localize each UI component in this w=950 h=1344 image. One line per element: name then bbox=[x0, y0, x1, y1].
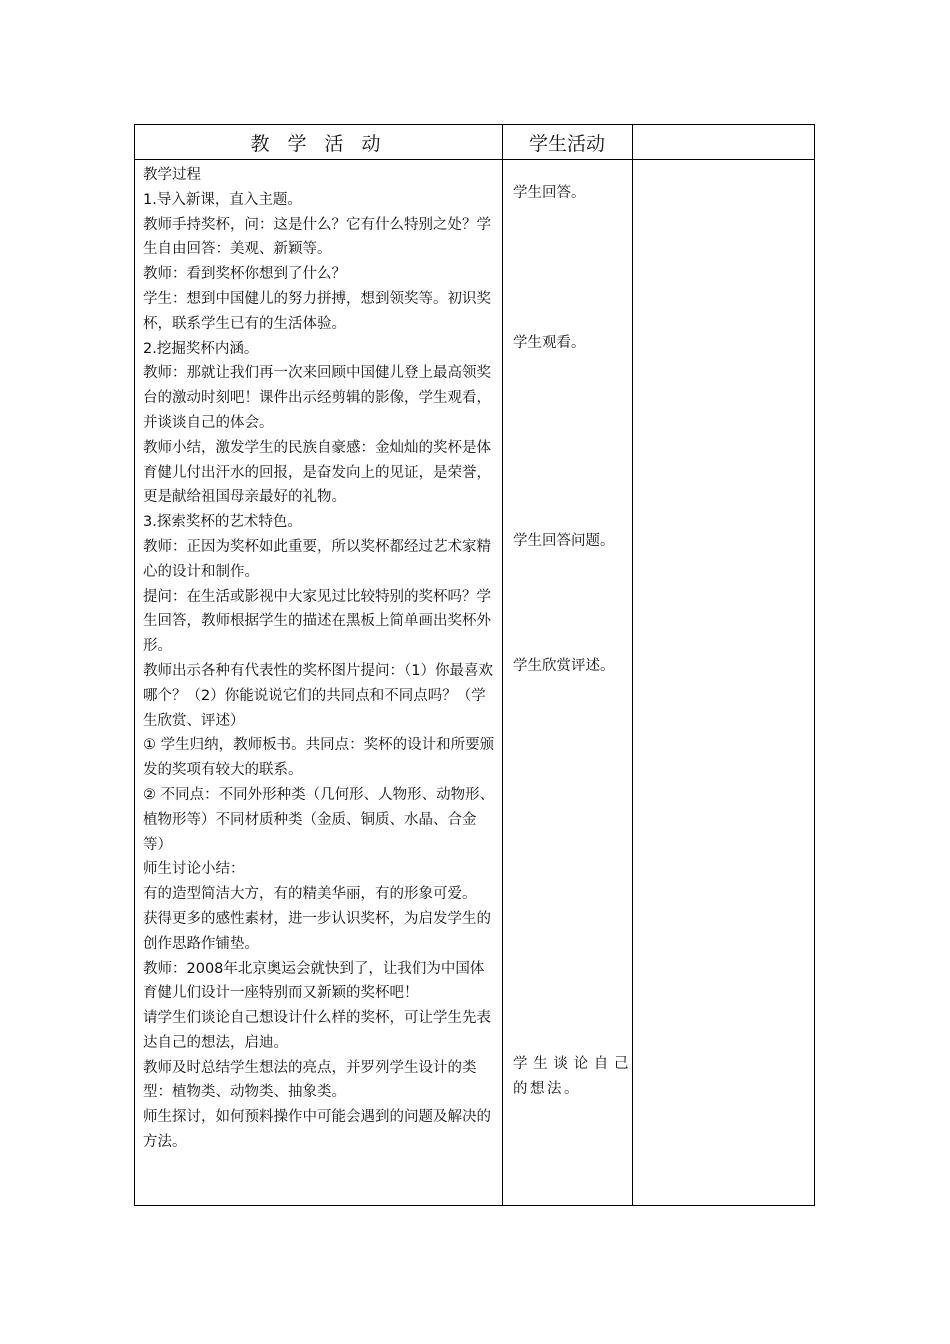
teacher-line: ① 学生归纳，教师板书。共同点：奖杯的设计和所要颁发的奖项有较大的联系。 bbox=[143, 737, 495, 779]
teacher-line: 教师：2008年北京奥运会就快到了，让我们为中国体育健儿们设计一座特别而又新颖的奖杯吧！ bbox=[143, 960, 485, 1002]
header-student-activity: 学生活动 bbox=[528, 132, 605, 155]
student-note: 学生欣赏评述。 bbox=[513, 658, 615, 674]
student-note: 学生谈论自己的想法。 bbox=[513, 1056, 631, 1097]
teacher-line: 教师小结，激发学生的民族自豪感：金灿灿的奖杯是体育健儿付出汗水的回报，是奋发向上的见证，是荣誉，更是献给祖国母亲最好的礼物。 bbox=[143, 439, 491, 506]
teacher-line: 获得更多的感性素材，进一步认识奖杯，为启发学生的创作思路作铺垫。 bbox=[143, 910, 491, 952]
teacher-line: 有的造型简洁大方，有的精美华丽，有的形象可爱。 bbox=[143, 886, 477, 903]
teacher-line: 提问：在生活或影视中大家见过比较特别的奖杯吗？学生回答，教师根据学生的描述在黑板上简单画出奖杯外形。 bbox=[143, 588, 491, 655]
teacher-line: 教师：看到奖杯你想到了什么？ bbox=[143, 266, 346, 283]
teacher-line: ② 不同点：不同外形种类（几何形、人物形、动物形、植物形等）不同材质种类（金质、铜质、水晶、合金等） bbox=[143, 786, 495, 853]
student-note: 学生观看。 bbox=[513, 335, 586, 351]
teacher-activity-content bbox=[143, 163, 495, 1155]
teacher-line: 请学生们谈论自己想设计什么样的奖杯，可让学生先表达自己的想法，启迪。 bbox=[143, 1010, 491, 1051]
teacher-line: 3.探索奖杯的艺术特色。 bbox=[143, 514, 302, 531]
teacher-line: 师生探讨，如何预料操作中可能会遇到的问题及解决的方法。 bbox=[143, 1109, 491, 1151]
student-note: 学生回答。 bbox=[513, 185, 586, 201]
student-note: 学生回答问题。 bbox=[513, 533, 615, 549]
teacher-line: 教师及时总结学生想法的亮点，并罗列学生设计的类型：植物类、动物类、抽象类。 bbox=[143, 1059, 477, 1101]
header-teacher-activity: 教 学 活 动 bbox=[250, 132, 387, 155]
lesson-plan-table bbox=[134, 124, 815, 1206]
header-divider bbox=[135, 159, 814, 160]
column-divider bbox=[502, 125, 503, 1205]
teacher-line: 1.导入新课，直入主题。 bbox=[143, 191, 302, 208]
teacher-line: 2.挖掘奖杯内涵。 bbox=[143, 340, 259, 357]
teacher-line: 师生讨论小结： bbox=[143, 861, 245, 878]
column-divider bbox=[632, 125, 633, 1205]
teacher-line: 教学过程 bbox=[143, 167, 201, 183]
header-notes bbox=[632, 125, 814, 159]
teacher-line: 教师：正因为奖杯如此重要，所以奖杯都经过艺术家精心的设计和制作。 bbox=[143, 538, 491, 580]
teacher-line: 学生：想到中国健儿的努力拼搏，想到领奖等。初识奖杯，联系学生已有的生活体验。 bbox=[143, 290, 491, 332]
teacher-line: 教师手持奖杯，问：这是什么？它有什么特别之处？学生自由回答：美观、新颖等。 bbox=[143, 216, 491, 258]
teacher-line: 教师：那就让我们再一次来回顾中国健儿登上最高领奖台的激动时刻吧！课件出示经剪辑的影像，学生观看，并谈谈自己的体会。 bbox=[143, 365, 491, 431]
teacher-line: 教师出示各种有代表性的奖杯图片提问：（1）你最喜欢哪个？（2）你能说说它们的共同点和不同点吗？（学生欣赏、评述） bbox=[143, 662, 493, 729]
